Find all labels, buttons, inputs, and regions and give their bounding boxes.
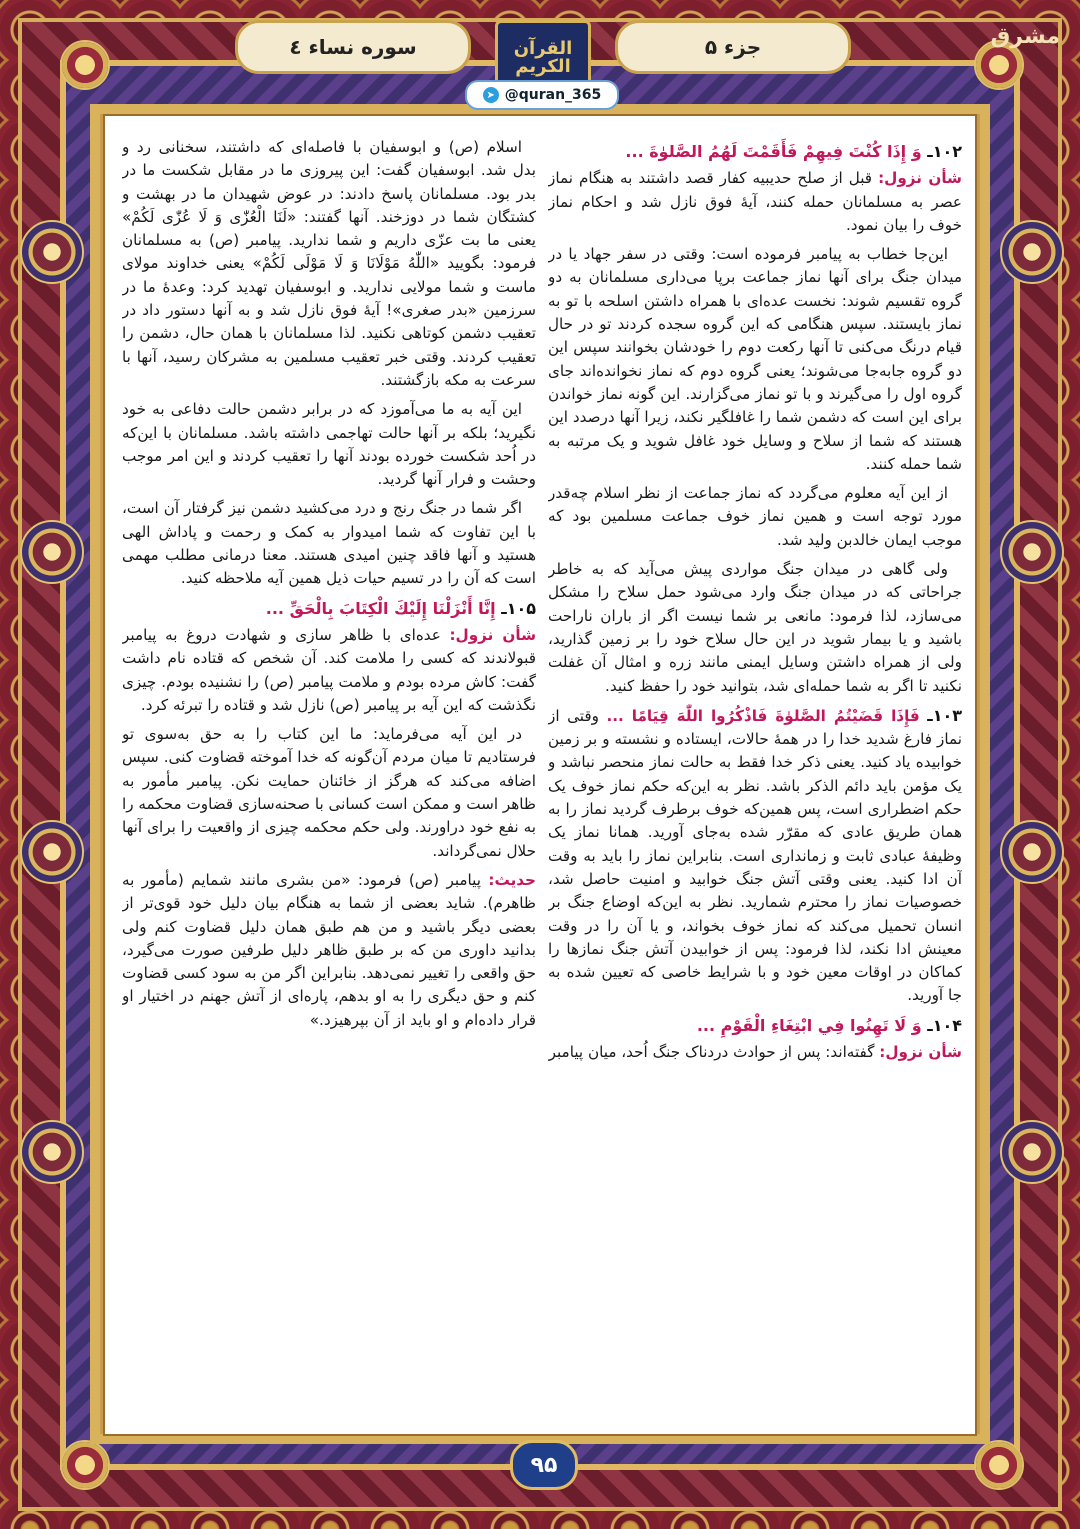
paragraph-text: عده‌ای با ظاهر سازی و شهادت دروغ به پیامبر قبولاندند که کسی را ملامت کند. آن شخص که قتاده نام داشت گفت: کاش مرده بودم و ملامت پیامبر (ص) را نشنیده بودم. چیزی نگذشت که این آیه بر پیامبر (ص) نازل شد و قتاده را تبرئه کرد. [122,625,536,714]
telegram-icon: ➤ [483,87,499,103]
paragraph-text: این‌جا خطاب به پیامبر فرموده است: وقتی در سفر جهاد یا در میدان جنگ برای آنها نماز جماعت برپا می‌داری مسلمانان به دو گروه تقسیم شوند: نخست عده‌ای با همراه داشتن اسلحه با تو به نماز بایستند. سپس هنگامی که این گروه سجده کردند تو در حال قیام درنگ می‌کنی تا آنها رکعت دوم را خودشان بخوانند سپس این دو گروه جابه‌جا می‌شوند؛ یعنی گروه دوم که نماز نخوانده‌اند جای گروه اول را می‌گیرند و با تو نماز می‌گزارند. این گونه نماز خواندن برای این است که دشمن شما را غافلگیر نکند، زیرا آنها درصدد این هستند که شما از سلاح و وسایل خود غافل شوید و یک مرتبه به شما حمله کنند. [548,245,962,473]
surah-label: سوره نساء ٤ [235,20,471,74]
paragraph [122,723,536,863]
side-ornament [20,220,84,284]
paragraph-text: این آیه به ما می‌آموزد که در برابر دشمن حالت دفاعی به خود نگیرید؛ بلکه بر آنها حالت تهاجمی داشته باشد. مسلمانان با این‌که در اُحد شکست خورده بودند آنها را تعقیب کردند و این امر موجب وحشت و فرار آنها گردید. [122,400,536,489]
paragraph [548,558,962,698]
paragraph-text: از این آیه معلوم می‌گردد که نماز جماعت از نظر اسلام چه‌قدر مورد توجه است و همین نماز خوف جماعت مسلمین بود که موجب ایمان خالدبن ولید شد. [548,484,962,549]
ayah-number: ۱۰۳ـ [927,705,962,725]
paragraph-text: قبل از صلح حدیبیه کفار قصد داشتند به هنگام نماز عصر به مسلمانان حمله کنند، آیهٔ فوق نازل شد و احکام نماز خوف را بیان نمود. [548,169,962,234]
section-label: شأن نزول: [879,1042,962,1061]
side-ornament [20,1120,84,1184]
paragraph-text: پیامبر (ص) فرمود: «من بشری مانند شمایم (مأمور به ظاهرم). شاید بعضی از شما به هنگام بیان دلیل خود قوی‌تر از بعضی دیگر باشید و من هم طبق همان دلیل قضاوت کنم ولی بدانید داوری من که بر طبق ظاهر دلیل طرفین صورت می‌گیرد، حق واقعی را تغییر نمی‌دهد. بنابراین اگر من به سود کسی قضاوت کنم و حق دیگری را به او بدهم، پاره‌ای از آتش جهنم در اختیار او قرار داده‌ام و او باید از آن بپرهیزد.» [122,870,536,1029]
ayah-number: ۱۰۵ـ [501,598,536,618]
paragraph-text: اسلام (ص) و ابوسفیان با فاصله‌ای که داشتند، سخنانی رد و بدل شد. ابوسفیان گفت: این پیروزی ما در مقابل شکست ما در بدر بود. مسلمانان پاسخ دادند: در عوض شهیدان ما در بهشت و کشتگان شما در دوزخند. آنها گفتند: «لَنَا الْعُزّٰى وَ لَا عُزّٰى لَكُمْ» یعنی ما بت عزّی داریم و شما ندارید. پیامبر (ص) به مسلمانان فرمود: بگویید «اللّٰهُ مَوْلَانَا وَ لَا مَوْلَى لَكُمْ» یعنی خداوند مولای ماست و شما مولایی ندارید. و ابوسفیان تهدید کرد: وعدهٔ ما در سرزمین «بدر صغری»! آیهٔ فوق نازل شد و به آنها دستور داد در تعقیب دشمن کوتاهی نکنید. لذا مسلمانان با همان حال، دشمن را تعقیب کردند. وقتی خبر تعقیب مسلمین به مشرکان رسید، آنها با سرعت به مکه بازگشتند. [122,138,536,389]
telegram-handle: @quran_365 [504,87,602,103]
ayah-number: ۱۰۲ـ [927,142,962,161]
paragraph-text: در این آیه می‌فرماید: ما این کتاب را به حق به‌سوی تو فرستادیم تا میان مردم آن‌گونه که خدا آموخته قضاوت کنی. سپس اضافه می‌کند که هرگز از خائنان حمایت نکن. پیامبر مأمور به ظاهر است و ممکن است کسانی با صحنه‌سازی قضاوت محکمه را به نفع خود دراورند. ولی حکم محکمه چیزی از واقعیت را برای آنها حلال نمی‌گرداند. [122,725,536,860]
side-ornament [20,520,84,584]
corner-watermark: مشرق [990,24,1060,49]
section-label: شأن نزول: [449,625,536,644]
corner-ornament [974,1440,1024,1490]
side-ornament [1000,820,1064,884]
ayah-number: ۱۰۴ـ [927,1015,962,1035]
paragraph [122,398,536,491]
paragraph [548,704,962,1008]
section-label: حدیث: [488,870,536,889]
ayah-heading [548,140,962,163]
paragraph [548,167,962,237]
corner-ornament [60,1440,110,1490]
juz-label: جزء ۵ [615,20,851,74]
right-column [548,136,962,1406]
paragraph [548,243,962,476]
paragraph [122,869,536,1032]
ayah-text: فَإِذَا قَضَيْتُمُ الصَّلوٰةَ فَاذْكُرُوا اللّٰهَ قِيَامًا ... [606,706,920,725]
paragraph-text: گفته‌اند: پس از حوادث دردناک جنگ اُحد، میان پیامبر [548,1042,880,1061]
telegram-badge[interactable] [465,80,619,110]
ayah-heading [548,1014,962,1037]
corner-ornament [60,40,110,90]
side-ornament [20,820,84,884]
logo-text: القرآن الكريم [513,38,573,77]
ayah-heading [122,597,536,620]
section-label: شأن نزول: [878,169,962,188]
paragraph [122,624,536,717]
paragraph [548,482,962,552]
paragraph [122,497,536,590]
side-ornament [1000,520,1064,584]
ayah-text: وَ لَا تَهِنُوا فِي ابْتِغَاءِ الْقَوْمِ ... [696,1015,922,1035]
paragraph-text: اگر شما در جنگ رنج و درد می‌کشید دشمن نیز گرفتار آن است، با این تفاوت که شما امیدوار به کمک و رحمت و پاداش الهی هستید و آنها فاقد چنین امیدی هستند. معنا درمانی مطلب مهمی است که آن را در تسیم حیات ذیل همین آیه ملاحظه کنید. [122,499,536,588]
left-column [122,136,536,1406]
side-ornament [1000,1120,1064,1184]
page-number: ۹۵ [510,1440,578,1490]
ayah-text: وَ إِذَا كُنْتَ فِيهِمْ فَأَقَمْتَ لَهُمُ الصَّلوٰةَ ... [625,142,922,161]
ayah-text: إِنَّا أَنْزَلْنَا إِلَيْكَ الْكِتَابَ بِالْحَقِّ ... [265,598,496,618]
paragraph-text: ولی گاهی در میدان جنگ مواردی پیش می‌آید که به خاطر جراحاتی که در میدان جنگ وارد می‌شود حمل سلاح را مشکل می‌سازد، لذا فرمود: مانعی بر شما نیست اگر از باران ناراحت باشید و یا بیمار شوید در این حال سلاح خود را بر زمین گذارید، ولی از همراه داشتن وسایل ایمنی مانند زره و امثال آن غفلت نکنید تا اگر به شما حمله‌ای شد، بتوانید خود را حفظ کنید. [548,560,962,695]
paragraph [548,1041,962,1064]
paragraph [122,136,536,392]
paragraph-text: وقتی از نماز فارغ شدید خدا را در همهٔ حالات، ایستاده و نشسته و بر زمین خوابیده یاد کنید. یعنی ذکر خدا فقط به حالت نماز منحصر نباشد و یک مؤمن باید دائم الذکر باشد. نظر به این‌که حکم نماز خوف یک حکم اضطراری است، پس همین‌که خوف برطرف گردید نماز را به همان طریق عادی که مقرّر شده به‌جای آورید. همانا نماز یک وظیفهٔ عبادی ثابت و زمانداری است. بنابراین نماز را باید به وقت آن ادا کنید. یعنی وقتی آتش جنگ خوابید و امنیت حاصل شد، خصوصیات نماز را محترم شمارید. نظر به این‌که اوضاع جنگ بر انسان تحمیل می‌کند که نماز خوف بخواند، و یا آن را در وقت معینش ادا نکند، لذا فرمود: پس از خوابیدن آتش جنگ نمازها را کماکان در اوقات معین خود و با شرایط خاصی که تعیین شده به جا آورید. [548,706,962,1005]
side-ornament [1000,220,1064,284]
